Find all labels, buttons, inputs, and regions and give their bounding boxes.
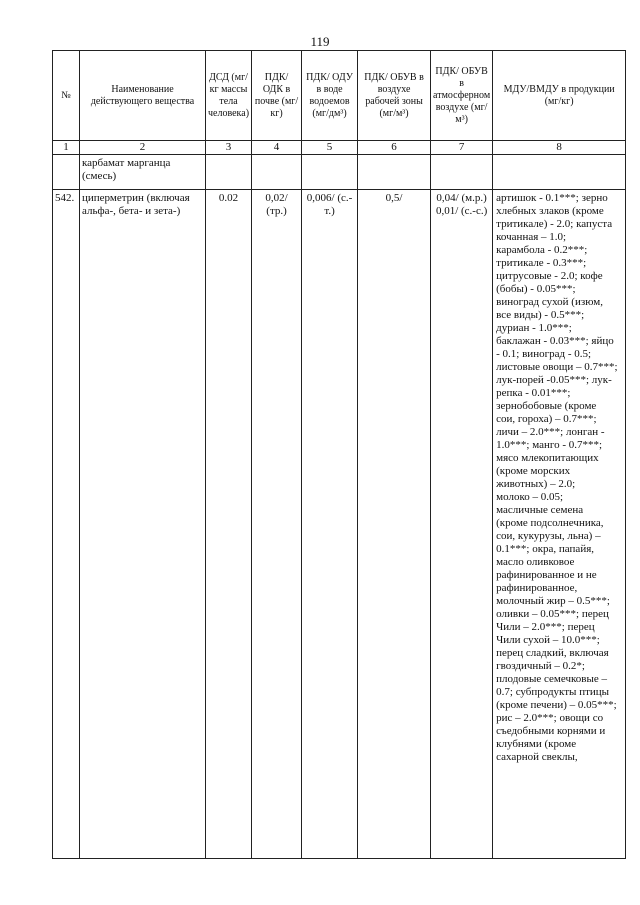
- substance-name: циперметрин (включая альфа-, бета- и зета-): [80, 190, 206, 859]
- mdu-line: карамбола - 0.2***;: [496, 244, 588, 256]
- header-pdk-atm-air: ПДК/ ОБУВ в атмосферном воздухе (мг/м³): [431, 51, 493, 141]
- mdu-line: цитрусовые - 2.0; кофе: [496, 270, 603, 282]
- mdu-line: - 0.1; виноград - 0.5;: [496, 348, 592, 360]
- mdu-line: съедобными корнями и: [496, 725, 606, 737]
- column-number: 5: [302, 141, 358, 155]
- mdu-line: дуриан - 1.0***;: [496, 322, 572, 334]
- mdu-line: зернобобовые (кроме: [496, 400, 597, 412]
- mdu-line: перец сладкий, включая: [496, 647, 609, 659]
- mdu-line: гвоздичный – 0.2*;: [496, 660, 585, 672]
- mdu-line: оливки – 0.05***; перец: [496, 608, 609, 620]
- mdu-line: масло оливковое: [496, 556, 575, 568]
- mdu-line: тритикале - 0.3***;: [496, 257, 587, 269]
- column-number: 6: [358, 141, 431, 155]
- pdk-atm-air-value: 0,04/ (м.р.) 0,01/ (с.-с.): [431, 190, 493, 859]
- header-pdk-work-air: ПДК/ ОБУВ в воздухе рабочей зоны (мг/м³): [358, 51, 431, 141]
- mdu-line: кочанная – 1.0;: [496, 231, 567, 243]
- mdu-line: Чили сухой – 10.0***;: [496, 634, 600, 646]
- mdu-line: сои, гороха) – 0.7***;: [496, 413, 597, 425]
- header-substance-name: Наименование действующего вещества: [80, 51, 206, 141]
- mdu-line: листовые овощи – 0.7***;: [496, 361, 618, 373]
- mdu-values: [493, 190, 626, 859]
- mdu-line: (бобы) - 0.05***;: [496, 283, 576, 295]
- mdu-line: сои, кукурузы, льна) –: [496, 530, 601, 542]
- table-row-542: [53, 190, 626, 859]
- mdu-line: виноград сухой (изюм,: [496, 296, 603, 308]
- mdu-line: рафинированное и не: [496, 569, 597, 581]
- row-number: 542.: [53, 190, 80, 859]
- mdu-line: животных) – 2.0;: [496, 478, 576, 490]
- header-mdu: МДУ/ВМДУ в продукции (мг/кг): [493, 51, 626, 141]
- mdu-line: рафинированное,: [496, 582, 578, 594]
- header-number: №: [53, 51, 80, 141]
- mdu-line: все виды) - 0.5***;: [496, 309, 585, 321]
- mdu-line: (кроме морских: [496, 465, 571, 477]
- mdu-line: масличные семена: [496, 504, 584, 516]
- mdu-line: мясо млекопитающих: [496, 452, 599, 464]
- mdu-line: баклажан - 0.03***; яйцо: [496, 335, 614, 347]
- pdk-work-air-value: 0,5/: [358, 190, 431, 859]
- header-pdk-soil: ПДК/ ОДК в почве (мг/кг): [252, 51, 302, 141]
- mdu-line: рис – 2.0***; овощи со: [496, 712, 604, 724]
- page-number: 119: [310, 34, 330, 49]
- mdu-line: личи – 2.0***; лонган -: [496, 426, 605, 438]
- mdu-line: плодовые семечковые –: [496, 673, 608, 685]
- mdu-line: клубнями (кроме: [496, 738, 577, 750]
- column-number-row: [53, 141, 626, 155]
- column-number: 8: [493, 141, 626, 155]
- table-row-continuation: [53, 155, 626, 190]
- substance-name: карбамат марганца (смесь): [80, 155, 206, 190]
- substances-table: [52, 50, 626, 859]
- pdk-soil-value: 0,02/ (тр.): [252, 190, 302, 859]
- mdu-line: 0.7; субпродукты птицы: [496, 686, 610, 698]
- column-number: 2: [80, 141, 206, 155]
- dsd-value: 0.02: [206, 190, 252, 859]
- column-number: 4: [252, 141, 302, 155]
- mdu-line: хлебных злаков (кроме: [496, 205, 604, 217]
- mdu-line: 0.1***; окра, папайя,: [496, 543, 595, 555]
- mdu-line: молочный жир – 0.5***;: [496, 595, 610, 607]
- column-number: 3: [206, 141, 252, 155]
- header-dsd: ДСД (мг/кг массы тела человека): [206, 51, 252, 141]
- header-pdk-water: ПДК/ ОДУ в воде водоемов (мг/дм³): [302, 51, 358, 141]
- mdu-line: (кроме подсолнечника,: [496, 517, 604, 529]
- pdk-water-value: 0,006/ (с.-т.): [302, 190, 358, 859]
- mdu-line: молоко – 0.05;: [496, 491, 564, 503]
- column-number: 7: [431, 141, 493, 155]
- mdu-line: артишок - 0.1***; зерно: [496, 192, 608, 204]
- mdu-line: тритикале) - 2.0; капуста: [496, 218, 613, 230]
- mdu-line: Чили – 2.0***; перец: [496, 621, 595, 633]
- mdu-line: 1.0***; манго - 0.7***;: [496, 439, 603, 451]
- mdu-line: сахарной свеклы,: [496, 751, 578, 763]
- mdu-line: (кроме печени) – 0.05***;: [496, 699, 617, 711]
- mdu-line: репка - 0.01***;: [496, 387, 571, 399]
- mdu-line: лук-порей -0.05***; лук-: [496, 374, 612, 386]
- column-number: 1: [53, 141, 80, 155]
